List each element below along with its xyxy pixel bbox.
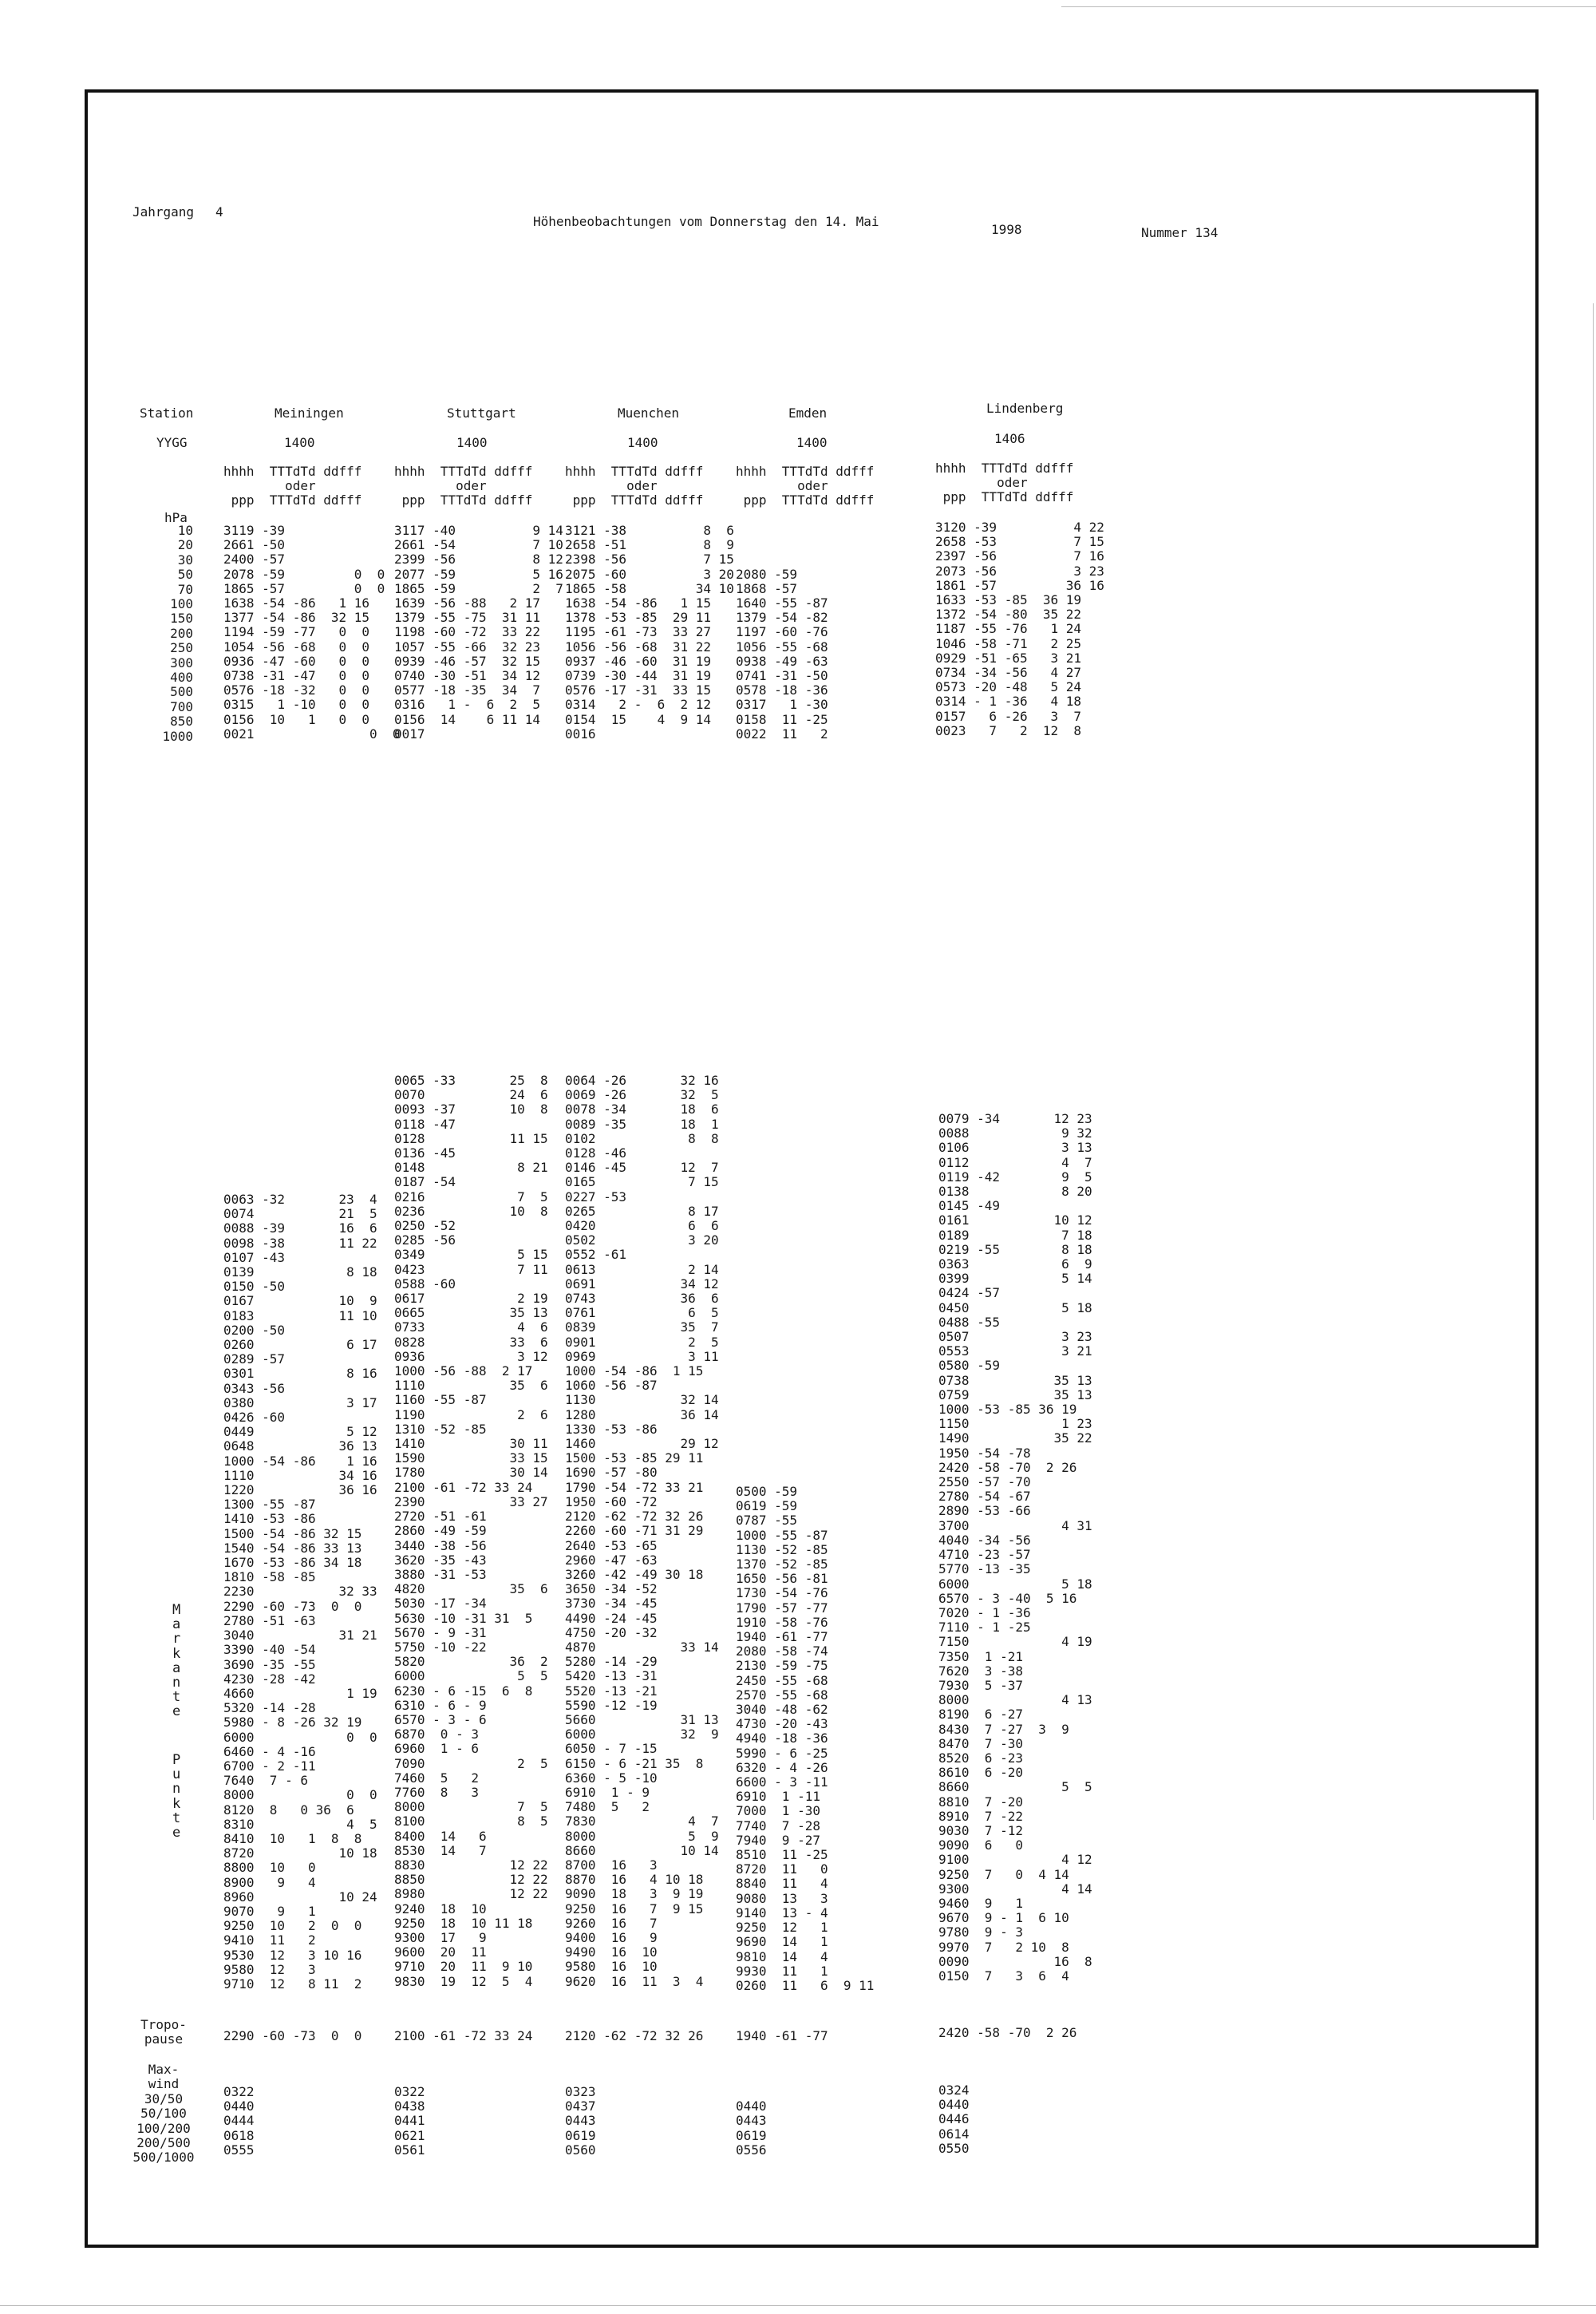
significant-points-stuttgart: 0065 -33 25 8 0070 24 6 0093 -37 10 8 0118 -47 0128 11 15 0136 -45 0148 8 21 0187 -54 0216 7 5 0236 10 8 0250 -52 0285 -56 0349 5 15 0423 7 11 0588 -60 0617 2 19 0665 35 13 0733 4 6 0828 33 6 0936 3 12 1000 -56 -88 2 17 1110 35 6 1160 -55 -87 1190 2 6 1310 -52 -85 1410 30 11 1590 33 15 1780 30 14 2100 -61 -72 33 24 2390 33 27 2720 -51 -61 2860 -49 -59 3440 -38 -56 3620 -35 -43 3880 -31 -53 4820 35 6 5030 -17 -34 5630 -10 -31 31 5 5670 - 9 -31 5750 -10 -22 5820 36 2 6000 5 5 6230 - 6 -15 6 8 6310 - 6 - 9 6570 - 3 - 6 6870 0 - 3 6960 1 - 6 7090 2 5 7460 5 2 7760 8 3 8000 7 5 8100 8 5 8400 14 6 8530 14 7 8830 12 22 8850 12 22 8980 12 22 9240 18 10 9250 18 10 11 18 9300 17 9 9600 20 11 9710 20 11 9 10 9830 19 12 5 4 (394, 1073, 548, 1989)
standard-levels-stuttgart: 3117 -40 9 14 2661 -54 7 10 2399 -56 8 12 2077 -59 5 16 1865 -59 2 7 1639 -56 -88 2 17 1379 -55 -75 31 11 1198 -60 -72 33 22 1057 -55 -66 32 23 0939 -46 -57 32 15 0740 -30 -51 34 12 0577 -18 -35 34 7 0316 1 - 6 2 5 0156 14 6 11 14 0017 (394, 523, 563, 742)
tropopause-muenchen: 2120 -62 -72 32 26 (565, 2028, 704, 2043)
significant-points-muenchen: 0064 -26 32 16 0069 -26 32 5 0078 -34 18 6 0089 -35 18 1 0102 8 8 0128 -46 0146 -45 12 7 0165 7 15 0227 -53 0265 8 17 0420 6 6 0502 3 20 0552 -61 0613 2 14 0691 34 12 0743 36 6 0761 6 5 0839 35 7 0901 2 5 0969 3 11 1000 -54 -86 1 15 1060 -56 -87 1130 32 14 1280 36 14 1330 -53 -86 1460 29 12 1500 -53 -85 29 11 1690 -57 -80 1790 -54 -72 33 21 1950 -60 -72 2120 -62 -72 32 26 2260 -60 -71 31 29 2640 -53 -65 2960 -47 -63 3260 -42 -49 30 18 3650 -34 -52 3730 -34 -45 4490 -24 -45 4750 -20 -32 4870 33 14 5280 -14 -29 5420 -13 -31 5520 -13 -21 5590 -12 -19 5660 31 13 6000 32 9 6050 - 7 -15 6150 - 6 -21 35 8 6360 - 5 -10 6910 1 - 9 7480 5 2 7830 4 7 8000 5 9 8660 10 14 8700 16 3 8870 16 4 10 18 9090 18 3 9 19 9250 16 7 9 15 9260 16 7 9400 16 9 9490 16 10 9580 16 10 9620 16 11 3 4 (565, 1073, 719, 1989)
tropopause-lindenberg: 2420 -58 -70 2 26 (938, 2025, 1077, 2040)
maxwind-meiningen: 0322 0440 0444 0618 0555 (223, 2084, 255, 2158)
standard-levels-meiningen: 3119 -39 2661 -50 2400 -57 2078 -59 0 0 1865 -57 0 0 1638 -54 -86 1 16 1377 -54 -86 32 15 1194 -59 -77 0 0 1054 -56 -68 0 0 0936 -47 -60 0 0 0738 -31 -47 0 0 0576 -18 -32 0 0 0315 1 -10 0 0 0156 10 1 0 0 0021 0 0 (223, 523, 401, 742)
column-header-stuttgart: hhhh TTTdTd ddfff oder ppp TTTdTd ddfff (394, 464, 533, 508)
station-name-stuttgart: Stuttgart (447, 405, 516, 421)
standard-levels-muenchen: 3121 -38 8 6 2658 -51 8 9 2398 -56 7 15 2075 -60 3 20 1865 -58 34 10 1638 -54 -86 1 15 1378 -53 -85 29 11 1195 -61 -73 33 27 1056 -56 -68 31 22 0937 -46 -60 31 19 0739 -30 -44 31 19 0576 -17 -31 33 15 0314 2 - 6 2 12 0154 15 4 9 14 0016 (565, 523, 734, 742)
maxwind-muenchen: 0323 0437 0443 0619 0560 (565, 2084, 596, 2158)
significant-points-meiningen: 0063 -32 23 4 0074 21 5 0088 -39 16 6 0098 -38 11 22 0107 -43 0139 8 18 0150 -50 0167 10 9 0183 11 10 0200 -50 0260 6 17 0289 -57 0301 8 16 0343 -56 0380 3 17 0426 -60 0449 5 12 0648 36 13 1000 -54 -86 1 16 1110 34 16 1220 36 16 1300 -55 -87 1410 -53 -86 1500 -54 -86 32 15 1540 -54 -86 33 13 1670 -53 -86 34 18 1810 -58 -85 2230 32 33 2290 -60 -73 0 0 2780 -51 -63 3040 31 21 3390 -40 -54 3690 -35 -55 4230 -28 -42 4660 1 19 5320 -14 -28 5980 - 8 -26 32 19 6000 0 0 6460 - 4 -16 6700 - 2 -11 7640 7 - 6 8000 0 0 8120 8 0 36 6 8310 4 5 8410 10 1 8 8 8720 10 18 8800 10 0 8900 9 4 8960 10 24 9070 9 1 9250 10 2 0 0 9410 11 2 9530 12 3 10 16 9580 12 3 9710 12 8 11 2 (223, 1192, 377, 1992)
station-time-stuttgart: 1400 (456, 435, 488, 450)
document-year: 1998 (991, 222, 1022, 237)
station-time-muenchen: 1400 (627, 435, 658, 450)
station-time-meiningen: 1400 (284, 435, 315, 450)
standard-levels-lindenberg: 3120 -39 4 22 2658 -53 7 15 2397 -56 7 16 2073 -56 3 23 1861 -57 36 16 1633 -53 -85 36 19 1372 -54 -80 35 22 1187 -55 -76 1 24 1046 -58 -71 2 25 0929 -51 -65 3 21 0734 -34 -56 4 27 0573 -20 -48 5 24 0314 - 1 -36 4 18 0157 6 -26 3 7 0023 7 2 12 8 (935, 520, 1104, 738)
document-number: Nummer 134 (1141, 225, 1219, 240)
column-header-muenchen: hhhh TTTdTd ddfff oder ppp TTTdTd ddfff (565, 464, 704, 508)
column-header-lindenberg: hhhh TTTdTd ddfff oder ppp TTTdTd ddfff (935, 461, 1074, 505)
hpa-label: hPa (164, 510, 188, 525)
column-header-meiningen: hhhh TTTdTd ddfff oder ppp TTTdTd ddfff (223, 464, 362, 508)
station-name-lindenberg: Lindenberg (986, 401, 1064, 416)
scan-right-line (1593, 303, 1594, 1820)
tropopause-label: Tropo- pause (140, 2017, 187, 2047)
jahrgang-label: Jahrgang (132, 204, 195, 220)
station-time-emden: 1400 (796, 435, 828, 450)
markante-label: M a r k a n t e (172, 1602, 181, 1720)
document-title: Höhenbeobachtungen vom Donnerstag den 14. Mai (533, 214, 879, 229)
scan-top-line (1061, 6, 1596, 7)
station-label: Station (140, 405, 194, 421)
station-name-meiningen: Meiningen (275, 405, 344, 421)
standard-levels-emden: 2080 -59 1868 -57 1640 -55 -87 1379 -54 -82 1197 -60 -76 1056 -55 -68 0938 -49 -63 0741 -31 -50 0578 -18 -36 0317 1 -30 0158 11 -25 0022 11 2 (736, 566, 828, 742)
scan-bottom-line (0, 2305, 1596, 2306)
significant-points-emden: 0500 -59 0619 -59 0787 -55 1000 -55 -87 1130 -52 -85 1370 -52 -85 1650 -56 -81 1730 -54 -76 1790 -57 -77 1910 -58 -76 1940 -61 -77 2080 -58 -74 2130 -59 -75 2450 -55 -68 2570 -55 -68 3040 -48 -62 4730 -20 -43 4940 -18 -36 5990 - 6 -25 6320 - 4 -26 6600 - 3 -11 6910 1 -11 7000 1 -30 7740 7 -28 7940 9 -27 8510 11 -25 8720 11 0 8840 11 4 9080 13 3 9140 13 - 4 9250 12 1 9690 14 1 9810 14 4 9930 11 1 0260 11 6 9 11 (736, 1484, 875, 1993)
column-header-emden: hhhh TTTdTd ddfff oder ppp TTTdTd ddfff (736, 464, 875, 508)
jahrgang-value: 4 (215, 204, 223, 220)
tropopause-stuttgart: 2100 -61 -72 33 24 (394, 2028, 533, 2043)
maxwind-emden: 0440 0443 0619 0556 (736, 2098, 767, 2158)
pressure-levels: 10 20 30 50 70 100 150 200 250 300 400 500 700 850 1000 (162, 523, 193, 744)
significant-points-lindenberg: 0079 -34 12 23 0088 9 32 0106 3 13 0112 4 7 0119 -42 9 5 0138 8 20 0145 -49 0161 10 12 0189 7 18 0219 -55 8 18 0363 6 9 0399 5 14 0424 -57 0450 5 18 0488 -55 0507 3 23 0553 3 21 0580 -59 0738 35 13 0759 35 13 1000 -53 -85 36 19 1150 1 23 1490 35 22 1950 -54 -78 2420 -58 -70 2 26 2550 -57 -70 2780 -54 -67 2890 -53 -66 3700 4 31 4040 -34 -56 4710 -23 -57 5770 -13 -35 6000 5 18 6570 - 3 -40 5 16 7020 - 1 -36 7110 - 1 -25 7150 4 19 7350 1 -21 7620 3 -38 7930 5 -37 8000 4 13 8190 6 -27 8430 7 -27 3 9 8470 7 -30 8520 6 -23 8610 6 -20 8660 5 5 8810 7 -20 8910 7 -22 9030 7 -12 9090 6 0 9100 4 12 9250 7 0 4 14 9300 4 14 9460 9 1 9670 9 - 1 6 10 9780 9 - 3 9970 7 2 10 8 0090 16 8 0150 7 3 6 4 (938, 1111, 1092, 1984)
maxwind-label: Max- wind 30/50 50/100 100/200 200/500 500/1000 (132, 2062, 195, 2166)
maxwind-lindenberg: 0324 0440 0446 0614 0550 (938, 2083, 970, 2156)
punkte-label: P u n k t e (172, 1752, 181, 1841)
maxwind-stuttgart: 0322 0438 0441 0621 0561 (394, 2084, 425, 2158)
station-name-emden: Emden (788, 405, 828, 421)
tropopause-emden: 1940 -61 -77 (736, 2028, 828, 2043)
tropopause-meiningen: 2290 -60 -73 0 0 (223, 2028, 362, 2043)
station-name-muenchen: Muenchen (618, 405, 680, 421)
station-time-lindenberg: 1406 (994, 431, 1025, 446)
yygg-label: YYGG (156, 435, 188, 450)
